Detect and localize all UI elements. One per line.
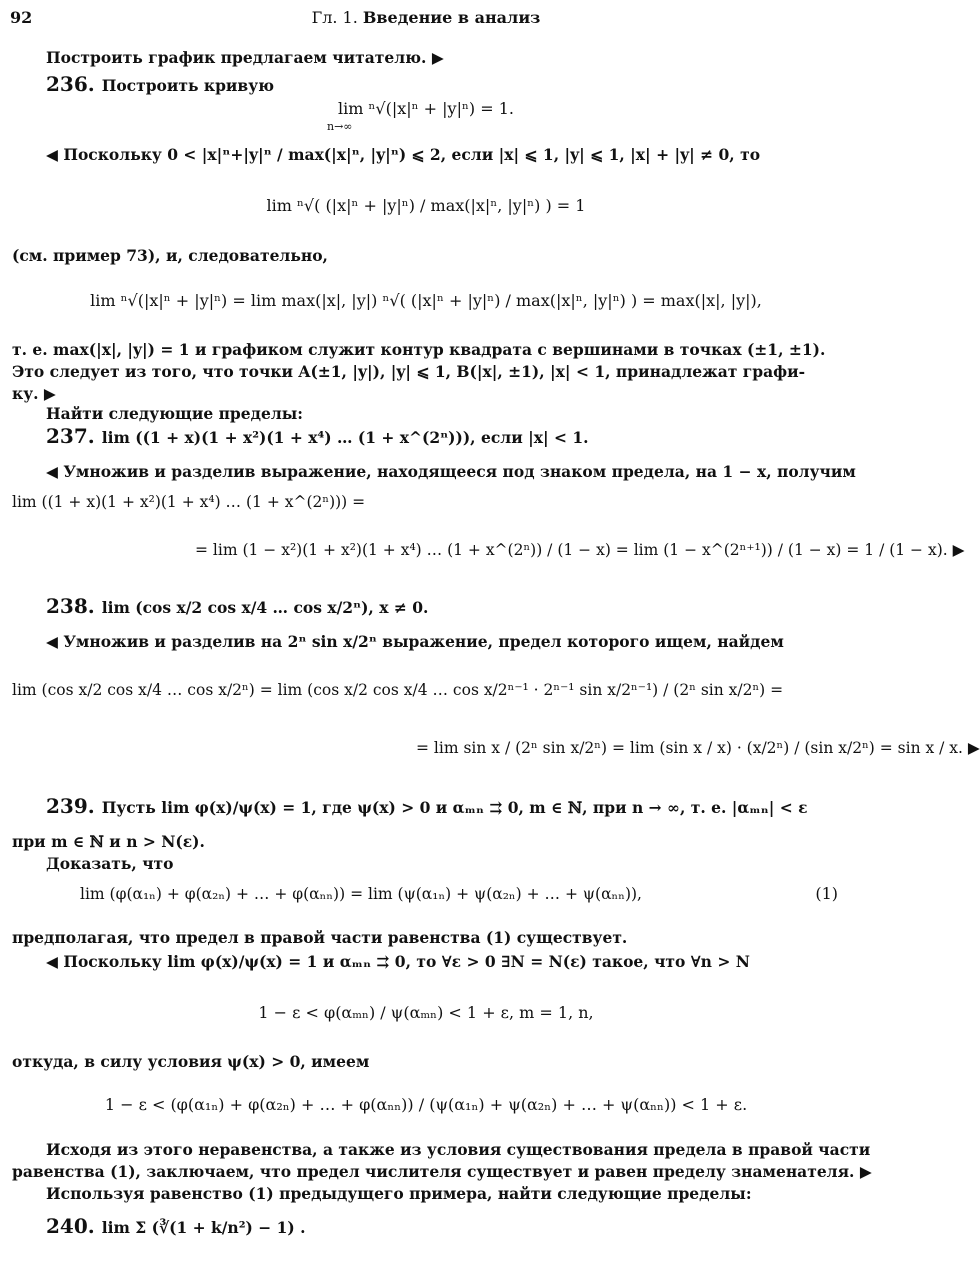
- display-formula: [0, 290, 852, 312]
- problem-number: 240.: [46, 1214, 102, 1238]
- text-line: [46, 462, 856, 482]
- line-text: lim Σ (∛(1 + k/n²) − 1) .: [101, 1218, 306, 1237]
- text-line: [46, 952, 750, 972]
- text-line: [46, 1140, 870, 1160]
- text-line: [195, 540, 965, 560]
- text-line: [12, 1162, 872, 1182]
- chapter-title: Введение в анализ: [362, 8, 541, 27]
- problem-statement: [46, 596, 428, 618]
- line-text: Используя равенство (1) предыдущего примера, найти следующие пределы:: [46, 1184, 752, 1203]
- text-line: [12, 680, 783, 700]
- problem-statement: [46, 1216, 306, 1238]
- line-text: предполагая, что предел в правой части равенства (1) существует.: [12, 928, 628, 947]
- text-line: [46, 632, 784, 652]
- line-text: lim (φ(α₁ₙ) + φ(α₂ₙ) + … + φ(αₙₙ)) = lim (ψ(α₁ₙ) + ψ(α₂ₙ) + … + ψ(αₙₙ)),: [80, 885, 642, 903]
- line-text: ку. ▶: [12, 384, 56, 403]
- text-line: [80, 884, 642, 904]
- problem-statement: [46, 74, 274, 96]
- line-text: Найти следующие пределы:: [46, 404, 304, 423]
- text-line: [12, 928, 627, 948]
- problem-number: 239.: [46, 794, 102, 818]
- line-text: lim ⁿ√(|x|ⁿ + |y|ⁿ) = lim max(|x|, |y|) ⁿ√( (|x|ⁿ + |y|ⁿ) / max(|x|ⁿ, |y|ⁿ) ) = max(|x|, |y|),: [90, 291, 762, 310]
- line-text: ◀ Поскольку 0 < |x|ⁿ+|y|ⁿ / max(|x|ⁿ, |y|ⁿ) ⩽ 2, если |x| ⩽ 1, |y| ⩽ 1, |x| + |y| ≠ 0, то: [46, 145, 761, 164]
- line-text: откуда, в силу условия ψ(x) > 0, имеем: [12, 1052, 370, 1071]
- line-text: Исходя из этого неравенства, а также из условия существования предела в правой части: [46, 1140, 871, 1159]
- text-line: [12, 362, 805, 382]
- problem-number: 238.: [46, 594, 102, 618]
- line-text: n→∞: [327, 120, 353, 133]
- text-line: [12, 340, 825, 360]
- chapter-label: Гл. 1.: [311, 8, 358, 27]
- line-text: Построить график предлагаем читателю. ▶: [46, 48, 444, 67]
- running-header: [0, 8, 852, 27]
- line-text: (см. пример 73), и, следовательно,: [12, 246, 328, 265]
- line-text: при m ∈ ℕ и n > N(ε).: [12, 832, 205, 851]
- text-line: [12, 246, 328, 266]
- text-line: [12, 1052, 369, 1072]
- line-text: Пусть lim φ(x)/ψ(x) = 1, где ψ(x) > 0 и αₘₙ ⇉ 0, m ∈ ℕ, при n → ∞, т. е. |αₘₙ| < ε: [101, 798, 808, 817]
- line-text: lim ⁿ√( (|x|ⁿ + |y|ⁿ) / max(|x|ⁿ, |y|ⁿ) ) = 1: [266, 196, 586, 215]
- line-text: = lim (1 − x²)(1 + x²)(1 + x⁴) … (1 + x^(2ⁿ)) / (1 − x) = lim (1 − x^(2ⁿ⁺¹)) / (1 − x) = 1 / (1 − x). ▶: [195, 541, 965, 559]
- line-text: ◀ Умножив и разделив выражение, находящееся под знаком предела, на 1 − x, получим: [46, 462, 856, 481]
- display-formula: [0, 1002, 852, 1024]
- line-text: т. е. max(|x|, |y|) = 1 и графиком служит контур квадрата с вершинами в точках (±1, ±1).: [12, 340, 826, 359]
- line-text: lim (cos x/2 cos x/4 … cos x/2ⁿ), x ≠ 0.: [101, 598, 429, 617]
- line-text: равенства (1), заключаем, что предел числителя существует и равен пределу знаменателя. ▶: [12, 1162, 872, 1181]
- display-formula: [0, 98, 852, 120]
- line-text: Это следует из того, что точки A(±1, |y|), |y| ⩽ 1, B(|x|, ±1), |x| < 1, принадлежат графи-: [12, 362, 806, 381]
- line-text: Построить кривую: [101, 76, 275, 95]
- text-line: [46, 404, 303, 424]
- line-text: lim ((1 + x)(1 + x²)(1 + x⁴) … (1 + x^(2ⁿ))) =: [12, 493, 366, 511]
- line-text: 1 − ε < φ(αₘₙ) / ψ(αₘₙ) < 1 + ε, m = 1, n,: [258, 1003, 594, 1022]
- page-number: 92: [10, 8, 33, 27]
- problem-statement: [46, 426, 589, 448]
- line-text: Доказать, что: [46, 854, 174, 873]
- line-text: ◀ Умножив и разделив на 2ⁿ sin x/2ⁿ выражение, предел которого ищем, найдем: [46, 632, 784, 651]
- line-text: 1 − ε < (φ(α₁ₙ) + φ(α₂ₙ) + … + φ(αₙₙ)) / (ψ(α₁ₙ) + ψ(α₂ₙ) + … + ψ(αₙₙ)) < 1 + ε.: [104, 1095, 748, 1114]
- text-line: [46, 1184, 752, 1204]
- display-formula: [0, 195, 852, 217]
- text-line: [46, 145, 760, 165]
- text-line: [416, 738, 980, 758]
- text-line: [46, 48, 444, 68]
- text-line: [327, 117, 352, 137]
- display-formula: [0, 1094, 852, 1116]
- text-line: [46, 854, 174, 874]
- line-text: lim ((1 + x)(1 + x²)(1 + x⁴) … (1 + x^(2ⁿ))), если |x| < 1.: [101, 428, 589, 447]
- problem-number: 236.: [46, 72, 102, 96]
- text-line: [12, 384, 56, 404]
- problem-statement: [46, 796, 808, 818]
- line-text: ◀ Поскольку lim φ(x)/ψ(x) = 1 и αₘₙ ⇉ 0, то ∀ε > 0 ∃N = N(ε) такое, что ∀n > N: [46, 952, 750, 971]
- problem-number: 237.: [46, 424, 102, 448]
- line-text: = lim sin x / (2ⁿ sin x/2ⁿ) = lim (sin x / x) · (x/2ⁿ) / (sin x/2ⁿ) = sin x / x. ▶: [416, 739, 980, 757]
- text-line: [12, 492, 365, 512]
- text-line: [12, 832, 205, 852]
- equation-number: (1): [815, 884, 838, 903]
- line-text: lim (cos x/2 cos x/4 … cos x/2ⁿ) = lim (cos x/2 cos x/4 … cos x/2ⁿ⁻¹ · 2ⁿ⁻¹ sin x/2ⁿ⁻¹) / (2ⁿ sin x/2ⁿ) =: [12, 681, 784, 699]
- line-text: lim ⁿ√(|x|ⁿ + |y|ⁿ) = 1.: [338, 99, 514, 118]
